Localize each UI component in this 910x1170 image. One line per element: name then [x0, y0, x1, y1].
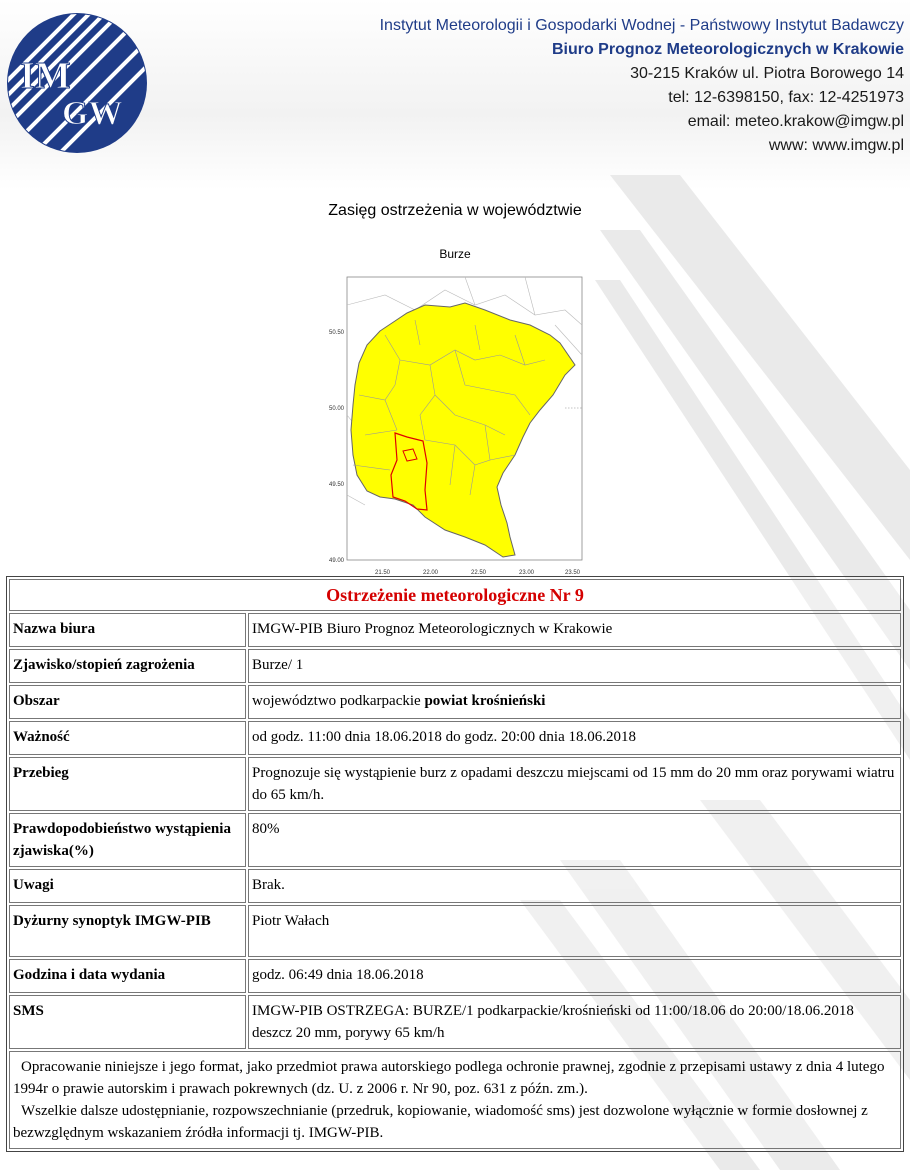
svg-text:IM: IM: [20, 55, 71, 97]
x-tick-label: 21.50: [375, 570, 391, 576]
warning-title: Ostrzeżenie meteorologiczne Nr 9: [9, 579, 901, 611]
table-row: [9, 649, 901, 683]
sms-value: IMGW-PIB OSTRZEGA: BURZE/1 podkarpackie/krośnieński od 11:00/18.06 do 20:00/18.06.2018 deszcz 20 mm, porywy 65 km/h: [248, 995, 901, 1049]
remarks-value: Brak.: [248, 869, 901, 903]
table-row: [9, 813, 901, 867]
validity-label: Ważność: [9, 721, 246, 755]
email-link[interactable]: email: meteo.krakow@imgw.pl: [687, 113, 904, 130]
probability-label: Prawdopodobieństwo wystąpienia zjawiska(%): [9, 813, 246, 867]
map-caption: Zasięg ostrzeżenia w województwie: [328, 202, 582, 219]
institute-name: Instytut Meteorologii i Gospodarki Wodnej - Państwowy Instytut Badawczy: [379, 17, 904, 34]
office-value: IMGW-PIB Biuro Prognoz Meteorologicznych w Krakowie: [248, 613, 901, 647]
issued-value: godz. 06:49 dnia 18.06.2018: [248, 959, 901, 993]
imgw-logo: [6, 12, 148, 154]
map-title: Burze: [439, 247, 471, 261]
x-tick-label: 22.50: [471, 570, 487, 576]
x-tick-label: 23.50: [565, 570, 581, 576]
table-row: [9, 613, 901, 647]
issued-label: Godzina i data wydania: [9, 959, 246, 993]
phone: tel: 12-6398150, fax: 12-4251973: [668, 89, 904, 106]
table-row: [9, 995, 901, 1049]
table-row: [9, 685, 901, 719]
bureau-name: Biuro Prognoz Meteorologicznych w Krakowie: [551, 41, 904, 58]
forecaster-value: Piotr Wałach: [248, 905, 901, 957]
x-tick-label: 23.00: [519, 570, 535, 576]
y-tick-label: 50.50: [329, 330, 345, 336]
y-tick-label: 50.00: [329, 406, 345, 412]
table-row: [9, 869, 901, 903]
sms-label: SMS: [9, 995, 246, 1049]
area-label: Obszar: [9, 685, 246, 719]
y-tick-label: 49.50: [329, 482, 345, 488]
institution-header: [380, 14, 904, 158]
area-value: [248, 685, 901, 719]
x-tick-label: 22.00: [423, 570, 439, 576]
distribution-paragraph: Wszelkie dalsze udostępnianie, rozpowszechnianie (przedruk, kopiowanie, wiadomość sms) jest dozwolone wyłącznie w formie dosłownej z bezwzględnym wskazaniem źródła informacji tj. IMGW-PIB.: [13, 1103, 868, 1141]
copyright-notice: [9, 1051, 901, 1149]
warning-area-map: [325, 265, 595, 583]
validity-value: od godz. 11:00 dnia 18.06.2018 do godz. 20:00 dnia 18.06.2018: [248, 721, 901, 755]
forecaster-label: Dyżurny synoptyk IMGW-PIB: [9, 905, 246, 957]
course-value: Prognozuje się wystąpienie burz z opadami deszczu miejscami od 15 mm do 20 mm oraz porywami wiatru do 65 km/h.: [248, 757, 901, 811]
course-label: Przebieg: [9, 757, 246, 811]
table-row: [9, 959, 901, 993]
phenomenon-value: Burze/ 1: [248, 649, 901, 683]
remarks-label: Uwagi: [9, 869, 246, 903]
phenomenon-label: Zjawisko/stopień zagrożenia: [9, 649, 246, 683]
address: 30-215 Kraków ul. Piotra Borowego 14: [630, 65, 904, 82]
copyright-paragraph: Opracowanie niniejsze i jego format, jako przedmiot prawa autorskiego podlega ochronie prawnej, zgodnie z przepisami ustawy z dnia 4 lutego 1994r o prawie autorskim i prawach pokrewnych (dz. U. z 2006 r. Nr 90, poz. 631 z późn. zm.).: [13, 1059, 885, 1097]
warning-table: [6, 576, 904, 1152]
area-region: województwo podkarpackie: [252, 693, 425, 709]
office-label: Nazwa biura: [9, 613, 246, 647]
area-county: powiat krośnieński: [424, 693, 546, 709]
svg-text:GW: GW: [62, 95, 123, 132]
table-row: [9, 905, 901, 957]
table-row: [9, 721, 901, 755]
website-link[interactable]: www: www.imgw.pl: [768, 137, 904, 154]
table-row: [9, 757, 901, 811]
probability-value: 80%: [248, 813, 901, 867]
y-tick-label: 49.00: [329, 558, 345, 564]
